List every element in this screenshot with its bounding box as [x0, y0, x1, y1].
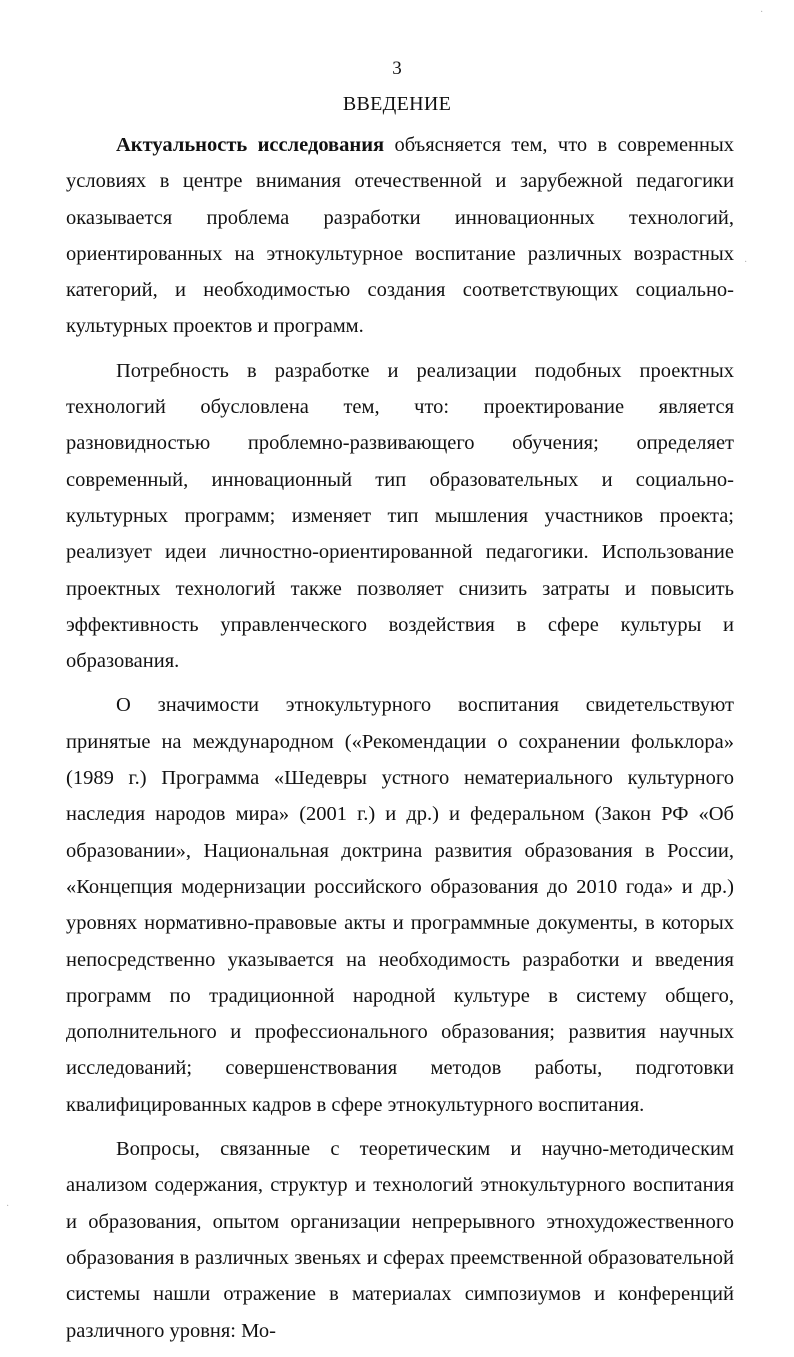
questions-text: Вопросы, связанные с теоретическим и научно-методическим анализом содержания, структур и технологий этнокультурного воспитания и образования, опытом организации непрерывного этнохудожественного образования в различных звеньях и сферах преемственной образовательной системы нашли отражение в материалах симпозиумов и конференций различного уровня: Мо- — [66, 1138, 734, 1342]
paragraph-questions — [66, 1131, 734, 1349]
paragraph-project-technologies — [66, 353, 734, 680]
relevance-lead: Актуальность исследования — [116, 134, 385, 156]
section-heading: ВВЕДЕНИЕ — [342, 93, 452, 115]
page-number: 3 — [392, 58, 402, 79]
scan-speck: · — [6, 1201, 10, 1212]
scan-speck: · — [744, 257, 748, 268]
significance-text: О значимости этнокультурного воспитания свидетельствуют принятые на международном («Рекомендации о сохранении фольклора» (1989 г.) Программа «Шедевры устного нематериального культурного наследия народов мира» (2001 г.) и др.) и федеральном (Закон РФ «Об образовании», Национальная доктрина развития образования в России, «Концепция модернизации российского образования до 2010 года» и др.) уровнях нормативно-правовые акты и программные документы, в которых непосредственно указывается на необходимость разработки и введения программ по традиционной народной культуре в систему общего, дополнительного и профессионального образования; развития научных исследований; совершенствования методов работы, подготовки квалифицированных кадров в сфере этнокультурного воспитания. — [66, 694, 734, 1116]
paragraph-relevance — [66, 127, 734, 345]
project-technologies-text: Потребность в разработке и реализации подобных проектных технологий обусловлена тем, что: проектирование является разновидностью проблемно-развивающего обучения; определяет современный, инновационный тип образовательных и социально-культурных программ; изменяет тип мышления участников проекта; реализует идеи личностно-ориентированной педагогики. Использование проектных технологий также позволяет снизить затраты и повысить эффективность управленческого воздействия в сфере культуры и образования. — [66, 359, 734, 673]
paragraph-significance — [66, 687, 734, 1123]
body-text — [66, 127, 734, 1357]
relevance-text: объясняется тем, что в современных условиях в центре внимания отечественной и зарубежной педагогики оказывается проблема разработки инновационных технологий, ориентированных на этнокультурное воспитание различных возрастных категорий, и необходимостью создания соответствующих социально-культурных проектов и программ. — [66, 134, 735, 338]
scan-speck: · — [760, 7, 764, 18]
